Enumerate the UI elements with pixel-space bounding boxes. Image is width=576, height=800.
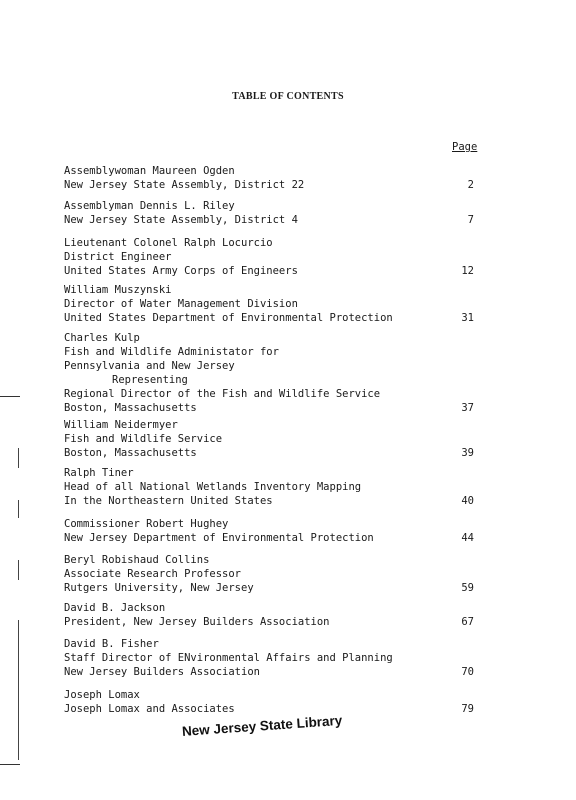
page-title: TABLE OF CONTENTS xyxy=(232,91,344,102)
entry-line: Rutgers University, New Jersey xyxy=(64,582,254,594)
entry-line: Boston, Massachusetts xyxy=(64,447,197,459)
entry-line: In the Northeastern United States xyxy=(64,495,273,507)
toc-entry xyxy=(64,517,474,545)
entry-page-number: 7 xyxy=(467,214,474,226)
entry-line: Fish and Wildlife Administator for xyxy=(64,346,279,358)
entry-page-number: 37 xyxy=(461,402,474,414)
entry-page-number: 40 xyxy=(461,495,474,507)
entry-line: Assemblyman Dennis L. Riley xyxy=(64,200,235,212)
entry-line: New Jersey State Assembly, District 4 xyxy=(64,214,298,226)
toc-entry xyxy=(64,637,474,679)
entry-line: Regional Director of the Fish and Wildlife Service xyxy=(64,388,381,400)
entry-line: Assemblywoman Maureen Ogden xyxy=(64,165,235,177)
entry-line: Representing xyxy=(112,374,188,386)
entry-page-number: 70 xyxy=(461,666,474,678)
entry-page-number: 2 xyxy=(467,179,474,191)
entry-page-number: 44 xyxy=(461,532,474,544)
entry-page-number: 67 xyxy=(461,616,474,628)
toc-entry xyxy=(64,236,474,278)
toc-entry xyxy=(64,418,474,460)
entry-line: Fish and Wildlife Service xyxy=(64,433,223,445)
margin-mark xyxy=(18,448,19,468)
entry-line: United States Army Corps of Engineers xyxy=(64,265,298,277)
entry-line: Joseph Lomax and Associates xyxy=(64,703,235,715)
entry-line: Boston, Massachusetts xyxy=(64,402,197,414)
entry-line: Joseph Lomax xyxy=(64,689,140,701)
entry-line: Head of all National Wetlands Inventory Mapping xyxy=(64,481,362,493)
entry-page-number: 59 xyxy=(461,582,474,594)
entry-line: Associate Research Professor xyxy=(64,568,242,580)
entry-line: New Jersey Builders Association xyxy=(64,666,260,678)
entry-line: District Engineer xyxy=(64,251,172,263)
entry-line: Pennsylvania and New Jersey xyxy=(64,360,235,372)
toc-entry xyxy=(64,199,474,227)
entry-line: Director of Water Management Division xyxy=(64,298,298,310)
entry-line: Ralph Tiner xyxy=(64,467,134,479)
margin-mark xyxy=(18,500,19,518)
entry-line: David B. Jackson xyxy=(64,602,166,614)
entry-line: Beryl Robishaud Collins xyxy=(64,554,210,566)
page-column-header: Page xyxy=(452,141,478,153)
entry-line: David B. Fisher xyxy=(64,638,159,650)
entry-line: New Jersey State Assembly, District 22 xyxy=(64,179,305,191)
toc-entry xyxy=(64,331,474,415)
entry-line: Lieutenant Colonel Ralph Locurcio xyxy=(64,237,273,249)
entry-line: William Neidermyer xyxy=(64,419,178,431)
entry-page-number: 39 xyxy=(461,447,474,459)
entry-line: United States Department of Environmental Protection xyxy=(64,312,393,324)
margin-mark xyxy=(0,764,20,765)
margin-mark xyxy=(0,396,20,397)
library-stamp: New Jersey State Library xyxy=(181,712,343,739)
entry-line: Commissioner Robert Hughey xyxy=(64,518,229,530)
toc-entry xyxy=(64,553,474,595)
entry-page-number: 12 xyxy=(461,265,474,277)
toc-entry xyxy=(64,164,474,192)
entry-line: President, New Jersey Builders Association xyxy=(64,616,330,628)
entry-line: William Muszynski xyxy=(64,284,172,296)
margin-mark xyxy=(18,560,19,580)
margin-mark xyxy=(18,620,19,760)
entry-line: Staff Director of ENvironmental Affairs and Planning xyxy=(64,652,393,664)
entry-page-number: 79 xyxy=(461,703,474,715)
toc-entry xyxy=(64,601,474,629)
entry-line: New Jersey Department of Environmental Protection xyxy=(64,532,374,544)
entry-page-number: 31 xyxy=(461,312,474,324)
toc-entry xyxy=(64,283,474,325)
toc-entry xyxy=(64,466,474,508)
entry-line: Charles Kulp xyxy=(64,332,140,344)
toc-entry xyxy=(64,688,474,716)
